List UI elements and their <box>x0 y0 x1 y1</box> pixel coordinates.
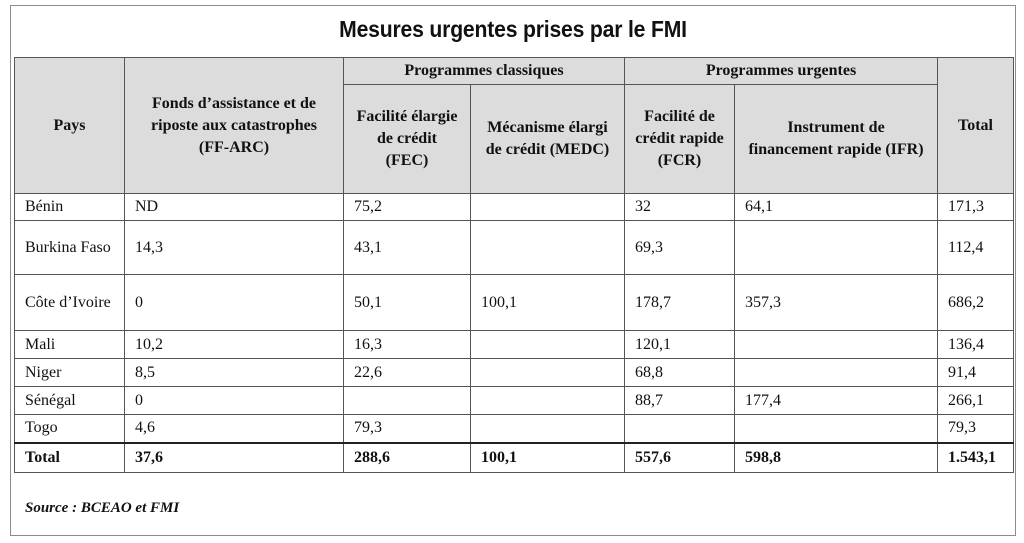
cell-fcr <box>625 415 735 443</box>
cell-fec: 75,2 <box>344 194 471 221</box>
cell-pays: Côte d’Ivoire <box>15 275 125 331</box>
header-ffarc: Fonds d’assistance et de riposte aux catastrophes (FF-ARC) <box>125 58 344 194</box>
cell-medc <box>471 387 625 415</box>
table-row <box>15 359 1014 387</box>
cell-pays: Togo <box>15 415 125 443</box>
cell-fec <box>344 387 471 415</box>
header-fcr: Facilité de crédit rapide (FCR) <box>625 85 735 194</box>
cell-total: 686,2 <box>938 275 1014 331</box>
cell-ifr <box>735 415 938 443</box>
cell-ifr <box>735 359 938 387</box>
header-total: Total <box>938 58 1014 194</box>
total-total: 1.543,1 <box>938 443 1014 473</box>
cell-medc <box>471 359 625 387</box>
cell-fcr: 32 <box>625 194 735 221</box>
cell-medc <box>471 415 625 443</box>
cell-total: 112,4 <box>938 221 1014 275</box>
cell-total: 136,4 <box>938 331 1014 359</box>
total-fec: 288,6 <box>344 443 471 473</box>
cell-ffarc: 4,6 <box>125 415 344 443</box>
cell-medc: 100,1 <box>471 275 625 331</box>
cell-ifr <box>735 221 938 275</box>
cell-medc <box>471 221 625 275</box>
cell-fec: 79,3 <box>344 415 471 443</box>
cell-ffarc: ND <box>125 194 344 221</box>
table-row <box>15 275 1014 331</box>
cell-ffarc: 10,2 <box>125 331 344 359</box>
cell-ifr: 177,4 <box>735 387 938 415</box>
table-row <box>15 387 1014 415</box>
header-ifr: Instrument de financement rapide (IFR) <box>735 85 938 194</box>
cell-fec: 16,3 <box>344 331 471 359</box>
cell-pays: Bénin <box>15 194 125 221</box>
cell-ifr: 64,1 <box>735 194 938 221</box>
cell-total: 266,1 <box>938 387 1014 415</box>
data-table <box>14 57 1014 473</box>
cell-ifr <box>735 331 938 359</box>
table-row <box>15 331 1014 359</box>
cell-fec: 43,1 <box>344 221 471 275</box>
total-fcr: 557,6 <box>625 443 735 473</box>
cell-pays: Mali <box>15 331 125 359</box>
cell-medc <box>471 331 625 359</box>
cell-ffarc: 14,3 <box>125 221 344 275</box>
table-row <box>15 221 1014 275</box>
cell-total: 91,4 <box>938 359 1014 387</box>
table-row <box>15 194 1014 221</box>
cell-fcr: 68,8 <box>625 359 735 387</box>
header-group-urgentes: Programmes urgentes <box>625 58 938 85</box>
total-ifr: 598,8 <box>735 443 938 473</box>
cell-pays: Burkina Faso <box>15 221 125 275</box>
cell-total: 79,3 <box>938 415 1014 443</box>
cell-fcr: 178,7 <box>625 275 735 331</box>
cell-fcr: 120,1 <box>625 331 735 359</box>
header-fec: Facilité élargie de crédit (FEC) <box>344 85 471 194</box>
cell-total: 171,3 <box>938 194 1014 221</box>
header-group-classiques: Programmes classiques <box>344 58 625 85</box>
cell-fcr: 69,3 <box>625 221 735 275</box>
header-medc: Mécanisme élargi de crédit (MEDC) <box>471 85 625 194</box>
table-row <box>15 415 1014 443</box>
cell-fcr: 88,7 <box>625 387 735 415</box>
cell-pays: Sénégal <box>15 387 125 415</box>
cell-ffarc: 0 <box>125 275 344 331</box>
header-pays: Pays <box>15 58 125 194</box>
cell-pays: Niger <box>15 359 125 387</box>
page-title: Mesures urgentes prises par le FMI <box>339 16 687 42</box>
table-frame <box>10 5 1016 536</box>
cell-medc <box>471 194 625 221</box>
source-note: Source : BCEAO et FMI <box>25 500 180 516</box>
cell-fec: 50,1 <box>344 275 471 331</box>
total-row <box>15 443 1014 473</box>
total-label: Total <box>15 443 125 473</box>
cell-ifr: 357,3 <box>735 275 938 331</box>
total-ffarc: 37,6 <box>125 443 344 473</box>
cell-fec: 22,6 <box>344 359 471 387</box>
total-medc: 100,1 <box>471 443 625 473</box>
cell-ffarc: 8,5 <box>125 359 344 387</box>
cell-ffarc: 0 <box>125 387 344 415</box>
